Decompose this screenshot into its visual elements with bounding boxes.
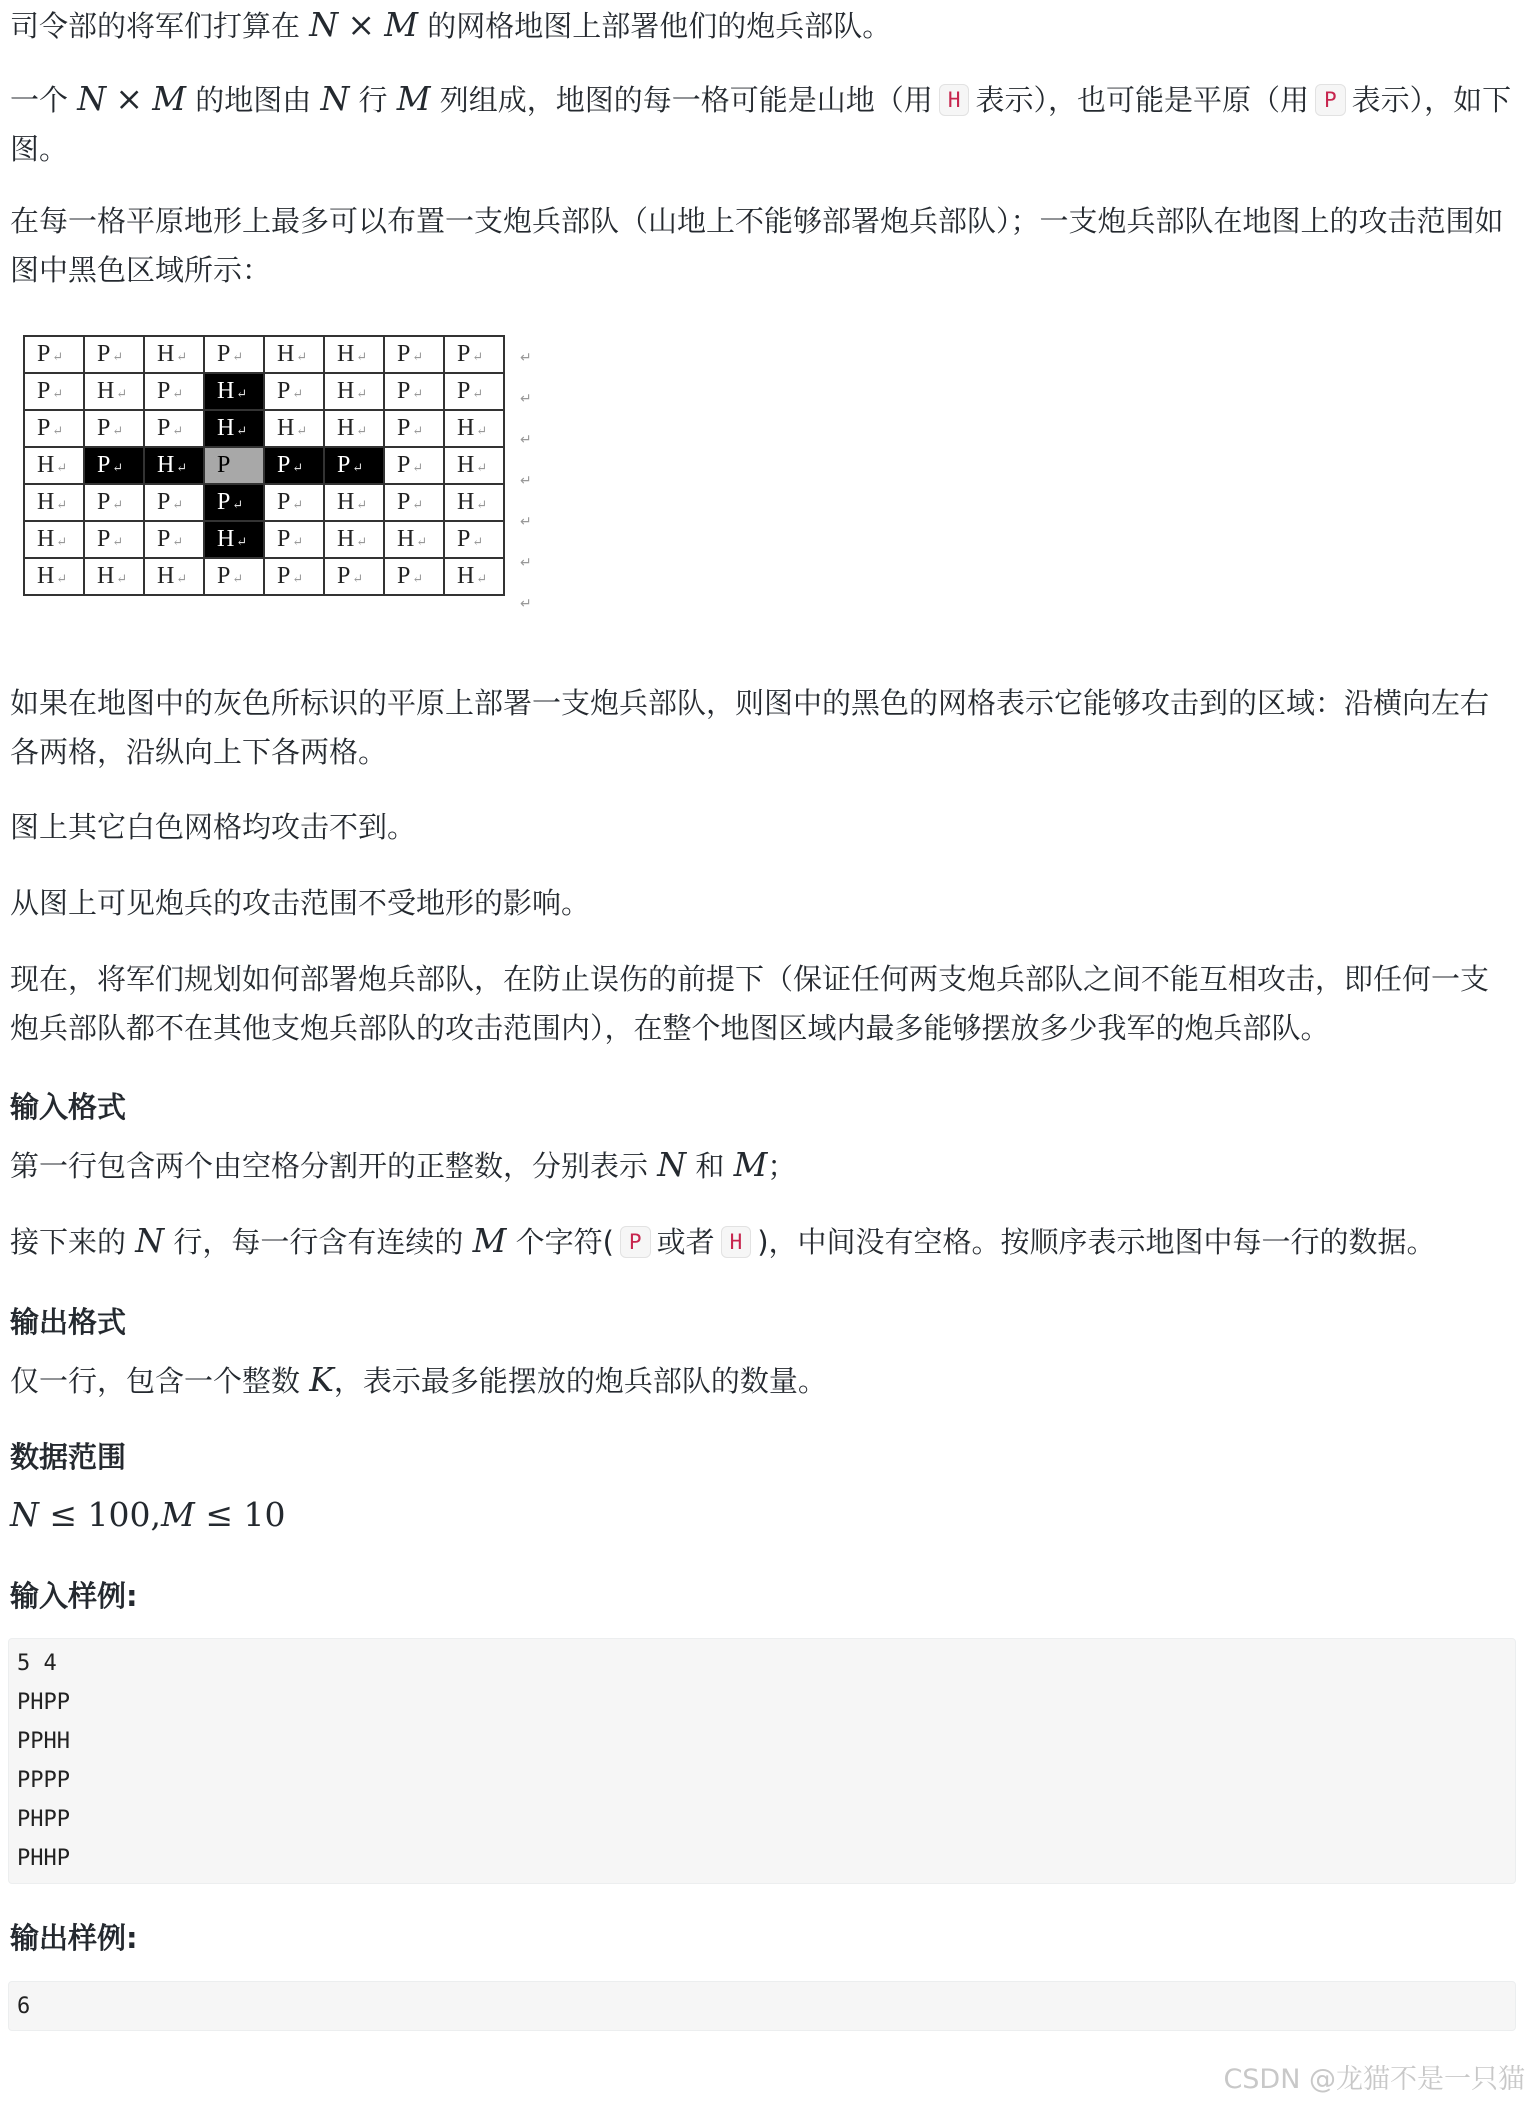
return-mark-icon: ↵ (520, 555, 532, 571)
explain-paragraph-3: 从图上可见炮兵的攻击范围不受地形的影响。 (10, 886, 591, 920)
cell-letter: P (37, 378, 51, 404)
return-mark-icon: ↵ (172, 386, 184, 401)
cell-letter: H (337, 415, 355, 441)
return-mark-icon: ↵ (172, 534, 184, 549)
return-mark-icon: ↵ (292, 571, 304, 586)
cell-letter: P (457, 341, 471, 367)
cell-letter: H (217, 378, 235, 404)
cell-letter: H (337, 341, 355, 367)
grid-cell (24, 336, 84, 373)
grid-cell-attacked (324, 447, 384, 484)
cell-letter: P (97, 489, 111, 515)
grid-cell (264, 410, 324, 447)
math-n: N (320, 79, 350, 118)
grid-cell (84, 521, 144, 558)
cell-letter: P (397, 378, 411, 404)
intro-paragraph-2 (10, 74, 1515, 174)
sample-input-codeblock[interactable] (8, 1638, 1516, 1884)
data-range-heading: 数据范围 (10, 1440, 127, 1474)
inline-code-p: P (620, 1226, 651, 1258)
grid-row (24, 373, 504, 410)
grid-cell (84, 484, 144, 521)
text: 表示），也可能是平原（用 (975, 83, 1309, 117)
grid-cell (444, 447, 504, 484)
cell-letter: H (37, 563, 55, 589)
grid-cell (444, 336, 504, 373)
grid-cell (384, 447, 444, 484)
text: ； (767, 1149, 797, 1183)
return-mark-icon: ↵ (112, 349, 124, 364)
watermark: CSDN @龙猫不是一只猫 (1223, 2064, 1525, 2095)
grid-cell (444, 484, 504, 521)
grid-cell (324, 521, 384, 558)
grid-cell-attacked (204, 521, 264, 558)
math-n: N (657, 1145, 687, 1184)
return-mark-icon: ↵ (116, 571, 128, 586)
text: 的网格地图上部署他们的炮兵部队。 (427, 9, 892, 43)
return-mark-icon: ↵ (236, 534, 248, 549)
input-format-line-1 (10, 1140, 1515, 1191)
cell-letter: H (37, 452, 55, 478)
return-mark-icon: ↵ (416, 534, 428, 549)
cell-letter: P (397, 563, 411, 589)
text: 司令部的将军们打算在 (10, 9, 301, 43)
math-n: N (77, 79, 107, 118)
grid-cell (24, 373, 84, 410)
cell-letter: P (337, 452, 351, 478)
cell-letter: H (277, 341, 295, 367)
grid-cell (324, 558, 384, 595)
return-mark-icon: ↵ (56, 460, 68, 475)
sample-output-heading: 输出样例: (10, 1921, 138, 1955)
grid-cell (384, 521, 444, 558)
return-mark-icon: ↵ (296, 349, 308, 364)
cell-letter: H (157, 452, 175, 478)
cell-letter: H (277, 415, 295, 441)
grid-row (24, 484, 504, 521)
grid-cell (444, 558, 504, 595)
math-m: M (384, 5, 418, 44)
grid-cell (204, 558, 264, 595)
return-mark-icon: ↵ (112, 534, 124, 549)
code-line: PHHP (17, 1846, 70, 1871)
grid-cell (24, 521, 84, 558)
grid-cell (24, 447, 84, 484)
cell-letter: H (397, 526, 415, 552)
return-mark-icon: ↵ (292, 386, 304, 401)
cell-letter: P (157, 415, 171, 441)
text: 个字符( (515, 1225, 614, 1259)
return-mark-icon: ↵ (520, 391, 532, 407)
cell-letter: P (217, 341, 231, 367)
grid-row (24, 447, 504, 484)
return-mark-icon: ↵ (232, 349, 244, 364)
grid-cell (324, 410, 384, 447)
intro-paragraph-1 (10, 0, 1515, 51)
return-mark-icon: ↵ (352, 460, 364, 475)
grid-cell (264, 484, 324, 521)
return-mark-icon: ↵ (412, 386, 424, 401)
grid-cell (24, 558, 84, 595)
grid-row (24, 336, 504, 373)
cell-letter: P (277, 489, 291, 515)
text: 行，每一行含有连续的 (173, 1225, 464, 1259)
explain-paragraph-1: 如果在地图中的灰色所标识的平原上部署一支炮兵部队，则图中的黑色的网格表示它能够攻击到的区域：沿横向左右各两格，沿纵向上下各两格。 (10, 686, 1490, 769)
return-mark-icon: ↵ (520, 473, 532, 489)
text: 仅一行，包含一个整数 (10, 1364, 301, 1398)
cell-letter: P (97, 526, 111, 552)
cell-letter: P (217, 452, 231, 478)
return-mark-icon: ↵ (520, 432, 532, 448)
grid-cell-attacked (204, 410, 264, 447)
grid-cell (384, 558, 444, 595)
grid-cell (444, 373, 504, 410)
cell-letter: P (397, 415, 411, 441)
grid-cell (24, 484, 84, 521)
return-mark-icon: ↵ (56, 571, 68, 586)
text: 或者 (656, 1225, 715, 1259)
text: 第一行包含两个由空格分割开的正整数，分别表示 (10, 1149, 649, 1183)
sample-input-heading: 输入样例: (10, 1579, 138, 1613)
return-mark-icon: ↵ (296, 423, 308, 438)
cell-letter: H (337, 489, 355, 515)
grid-cell (264, 373, 324, 410)
code-line: PPPP (17, 1768, 70, 1793)
grid-cell (144, 410, 204, 447)
return-mark-icon: ↵ (292, 460, 304, 475)
grid-cell (444, 521, 504, 558)
return-mark-icon: ↵ (176, 571, 188, 586)
cell-letter: H (457, 489, 475, 515)
explain-paragraph-2: 图上其它白色网格均攻击不到。 (10, 810, 417, 844)
grid-cell (144, 373, 204, 410)
math-n: N (10, 1495, 39, 1534)
return-mark-icon: ↵ (476, 571, 488, 586)
return-mark-icon: ↵ (412, 571, 424, 586)
return-mark-icon: ↵ (52, 349, 64, 364)
return-mark-icon: ↵ (356, 349, 368, 364)
return-mark-icon: ↵ (412, 423, 424, 438)
grid-cell (204, 336, 264, 373)
return-mark-icon: ↵ (472, 386, 484, 401)
explain-paragraph-4: 现在，将军们规划如何部署炮兵部队，在防止误伤的前提下（保证任何两支炮兵部队之间不能互相攻击，即任何一支炮兵部队都不在其他支炮兵部队的攻击范围内），在整个地图区域内最多能够摆放多少我军的炮兵部队。 (10, 962, 1490, 1045)
return-mark-icon: ↵ (52, 423, 64, 438)
cell-letter: H (217, 526, 235, 552)
grid-cell (84, 558, 144, 595)
return-mark-icon: ↵ (352, 571, 364, 586)
output-format-line (10, 1355, 1515, 1406)
code-line: 5 4 (17, 1651, 57, 1676)
grid-cell (324, 484, 384, 521)
text: ，表示最多能摆放的炮兵部队的数量。 (333, 1364, 827, 1398)
math-m: M (472, 1221, 507, 1260)
cell-letter: H (37, 526, 55, 552)
return-mark-icon: ↵ (52, 386, 64, 401)
grid-cell (144, 484, 204, 521)
code-line: PHPP (17, 1807, 70, 1832)
grid-cell (384, 373, 444, 410)
cell-letter: P (37, 415, 51, 441)
code-line: PHPP (17, 1690, 70, 1715)
text: 一个 (10, 83, 69, 117)
math-times: × (115, 79, 143, 118)
math-m: M (396, 79, 431, 118)
grid-cell (264, 336, 324, 373)
grid-cell (24, 410, 84, 447)
return-mark-icon: ↵ (356, 423, 368, 438)
code-line: 6 (17, 1994, 31, 2019)
cell-letter: H (97, 378, 115, 404)
grid-cell-attacked (84, 447, 144, 484)
grid-cell-attacked (144, 447, 204, 484)
terrain-grid (23, 335, 505, 596)
grid-cell (84, 410, 144, 447)
math-times: × (347, 5, 375, 44)
math-n: N (135, 1221, 165, 1260)
intro-paragraph-3: 在每一格平原地形上最多可以布置一支炮兵部队（山地上不能够部署炮兵部队）；一支炮兵部队在地图上的攻击范围如图中黑色区域所示： (10, 204, 1504, 287)
return-mark-icon: ↵ (356, 497, 368, 512)
return-mark-icon: ↵ (412, 349, 424, 364)
cell-letter: H (97, 563, 115, 589)
grid-cell (84, 336, 144, 373)
text: 和 (695, 1149, 725, 1183)
cell-letter: P (457, 526, 471, 552)
return-mark-icon: ↵ (476, 497, 488, 512)
return-mark-icon: ↵ (176, 460, 188, 475)
math-k: K (309, 1360, 334, 1399)
grid-cell (264, 558, 324, 595)
return-mark-icon: ↵ (520, 596, 532, 612)
data-range-formula (10, 1490, 1515, 1539)
return-mark-icon: ↵ (520, 350, 532, 366)
grid-cell-artillery (204, 447, 264, 484)
return-mark-icon: ↵ (112, 497, 124, 512)
cell-letter: P (97, 415, 111, 441)
grid-cell (144, 521, 204, 558)
return-mark-icon: ↵ (476, 460, 488, 475)
grid-cell (384, 484, 444, 521)
cell-letter: H (457, 563, 475, 589)
return-mark-icon: ↵ (112, 423, 124, 438)
sample-output-codeblock[interactable] (8, 1981, 1516, 2031)
return-mark-icon: ↵ (172, 497, 184, 512)
return-mark-icon: ↵ (56, 497, 68, 512)
text: 列组成，地图的每一格可能是山地（用 (439, 83, 933, 117)
return-mark-icon: ↵ (292, 534, 304, 549)
cell-letter: H (457, 415, 475, 441)
inline-code-p: P (1315, 84, 1346, 116)
grid-cell (384, 336, 444, 373)
math-value: 100, (87, 1495, 162, 1534)
grid-cell (264, 521, 324, 558)
math-m: M (152, 79, 186, 118)
grid-cell-attacked (264, 447, 324, 484)
grid-cell (384, 410, 444, 447)
math-m: M (733, 1145, 768, 1184)
grid-cell (324, 336, 384, 373)
return-mark-icon: ↵ (232, 497, 244, 512)
inline-code-h: H (721, 1226, 752, 1258)
cell-letter: P (217, 489, 231, 515)
math-m: M (161, 1495, 195, 1534)
text: 行 (358, 83, 388, 117)
cell-letter: H (337, 378, 355, 404)
text: 表示），如下图。 (10, 83, 1512, 166)
return-mark-icon: ↵ (412, 497, 424, 512)
cell-letter: H (157, 563, 175, 589)
cell-letter: P (277, 526, 291, 552)
text: 接下来的 (10, 1225, 127, 1259)
cell-letter: P (397, 341, 411, 367)
return-mark-icon: ↵ (236, 386, 248, 401)
cell-letter: P (217, 563, 231, 589)
cell-letter: P (97, 452, 111, 478)
return-mark-icon: ↵ (172, 423, 184, 438)
return-mark-icon: ↵ (112, 460, 124, 475)
math-le: ≤ (205, 1495, 233, 1534)
math-n: N (309, 5, 339, 44)
cell-letter: H (337, 526, 355, 552)
grid-row (24, 410, 504, 447)
cell-letter: H (37, 489, 55, 515)
grid-row (24, 521, 504, 558)
cell-letter: P (97, 341, 111, 367)
cell-letter: P (157, 526, 171, 552)
grid-cell (84, 373, 144, 410)
return-mark-icon: ↵ (176, 349, 188, 364)
cell-letter: P (277, 563, 291, 589)
grid-cell (144, 558, 204, 595)
return-mark-icon: ↵ (116, 386, 128, 401)
text: 的地图由 (195, 83, 312, 117)
return-mark-icon: ↵ (356, 386, 368, 401)
math-le: ≤ (49, 1495, 78, 1534)
text: )，中间没有空格。按顺序表示地图中每一行的数据。 (757, 1225, 1436, 1259)
math-value: 10 (243, 1495, 286, 1534)
inline-code-h: H (939, 84, 970, 116)
cell-letter: P (397, 489, 411, 515)
cell-letter: H (217, 415, 235, 441)
grid-cell (444, 410, 504, 447)
cell-letter: P (37, 341, 51, 367)
return-mark-icon: ↵ (412, 460, 424, 475)
grid-cell-attacked (204, 373, 264, 410)
cell-letter: P (337, 563, 351, 589)
cell-letter: P (457, 378, 471, 404)
return-mark-icon: ↵ (472, 349, 484, 364)
return-mark-icon: ↵ (520, 514, 532, 530)
cell-letter: P (157, 378, 171, 404)
grid-cell (324, 373, 384, 410)
return-mark-icon: ↵ (292, 497, 304, 512)
return-mark-icon: ↵ (232, 571, 244, 586)
cell-letter: P (277, 378, 291, 404)
return-mark-icon: ↵ (56, 534, 68, 549)
attack-range-figure (18, 330, 532, 640)
cell-letter: P (157, 489, 171, 515)
grid-cell-attacked (204, 484, 264, 521)
return-mark-icon: ↵ (236, 423, 248, 438)
input-format-heading: 输入格式 (10, 1090, 127, 1124)
cell-letter: H (157, 341, 175, 367)
input-format-line-2 (10, 1216, 1515, 1267)
cell-letter: H (457, 452, 475, 478)
cell-letter: P (397, 452, 411, 478)
return-mark-icon: ↵ (476, 423, 488, 438)
return-mark-icon: ↵ (356, 534, 368, 549)
output-format-heading: 输出格式 (10, 1305, 127, 1339)
code-line: PPHH (17, 1729, 70, 1754)
grid-row (24, 558, 504, 595)
grid-cell (144, 336, 204, 373)
cell-letter: P (277, 452, 291, 478)
return-mark-icon: ↵ (472, 534, 484, 549)
